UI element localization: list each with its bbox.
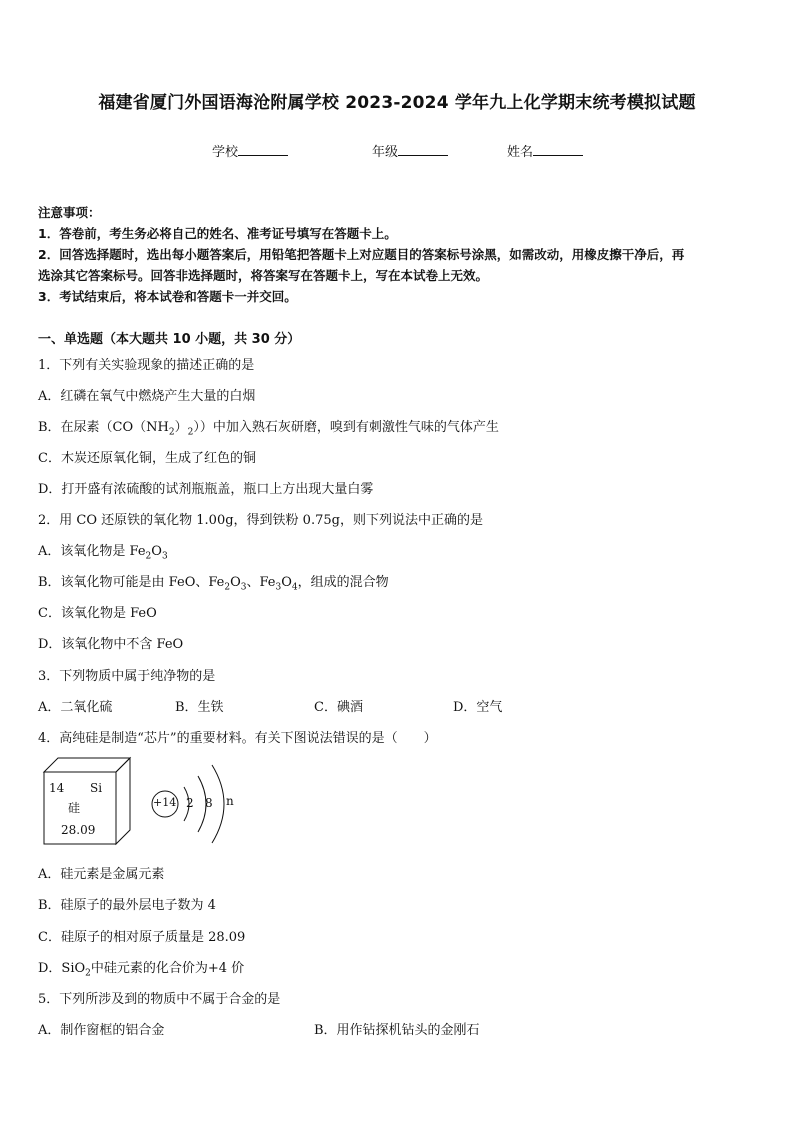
q1-stem: 1．下列有关实验现象的描述正确的是 xyxy=(38,358,255,373)
q4-option-c: C．硅原子的相对原子质量是 28.09 xyxy=(38,930,246,945)
section-heading: 一、单选题（本大题共 10 小题，共 30 分） xyxy=(38,332,301,347)
shell-2-electrons: 8 xyxy=(205,796,213,810)
element-cell-figure xyxy=(40,756,136,846)
school-field xyxy=(212,141,288,160)
q4-option-d xyxy=(38,957,244,979)
q2-a-s2: 3 xyxy=(161,551,168,562)
q2-b-m1: O xyxy=(230,575,241,590)
q2-stem: 2．用 CO 还原铁的氧化物 1.00g，得到铁粉 0.75g，则下列说法中正确的是 xyxy=(38,513,483,528)
q3-option-a: A．二氧化硫 xyxy=(38,700,113,715)
q1-b-post: ））中加入熟石灰研磨，嗅到有刺激性气味的气体产生 xyxy=(193,420,499,435)
note-item: 1．答卷前，考生务必将自己的姓名、准考证号填写在答题卡上。 xyxy=(38,226,397,241)
nucleus-charge: +14 xyxy=(153,796,177,809)
grade-label: 年级 xyxy=(372,145,399,160)
q1-b-mid: ） xyxy=(174,420,188,435)
q1-b-pre: B．在尿素（CO（NH xyxy=(38,420,169,435)
q2-option-a xyxy=(38,540,168,562)
q2-option-b xyxy=(38,571,389,593)
school-label: 学校 xyxy=(212,145,239,160)
note-item: 选涂其它答案标号。回答非选择题时，将答案写在答题卡上，写在本试卷上无效。 xyxy=(38,268,489,283)
q4-option-a: A．硅元素是金属元素 xyxy=(38,867,165,882)
q2-b-s1: 2 xyxy=(224,582,231,593)
q5-stem: 5．下列所涉及到的物质中不属于合金的是 xyxy=(38,992,281,1007)
school-blank[interactable] xyxy=(238,143,288,156)
element-atomic-mass: 28.09 xyxy=(61,823,96,837)
element-symbol: Si xyxy=(90,781,103,795)
q3-option-c: C．碘酒 xyxy=(314,700,363,715)
grade-field xyxy=(372,141,448,160)
atom-structure-diagram xyxy=(148,757,248,847)
q1-b-sub1: 2 xyxy=(168,427,175,438)
q4-d-post: 中硅元素的化合价为+4 价 xyxy=(90,961,245,976)
note-item: 3．考试结束后，将本试卷和答题卡一并交回。 xyxy=(38,289,297,304)
q2-b-s2: 3 xyxy=(240,582,247,593)
q4-stem: 4．高纯硅是制造“芯片”的重要材料。有关下图说法错误的是（ ） xyxy=(38,731,437,746)
q4-d-sub: 2 xyxy=(85,968,91,979)
q2-a-mid: O xyxy=(151,544,162,559)
q2-a-s1: 2 xyxy=(145,551,152,562)
q5-option-b: B．用作钻探机钻头的金刚石 xyxy=(314,1023,480,1038)
q2-b-m2: 、Fe xyxy=(246,575,276,590)
q1-option-c: C．木炭还原氧化铜，生成了红色的铜 xyxy=(38,451,256,466)
q1-b-sub2: 2 xyxy=(187,427,194,438)
q1-option-d: D．打开盛有浓硫酸的试剂瓶瓶盖，瓶口上方出现大量白雾 xyxy=(38,482,374,497)
q3-stem: 3．下列物质中属于纯净物的是 xyxy=(38,669,216,684)
q1-option-a: A．红磷在氧气中燃烧产生大量的白烟 xyxy=(38,389,256,404)
q3-option-d: D．空气 xyxy=(453,700,503,715)
shell-1-electrons: 2 xyxy=(186,796,194,810)
q2-b-m3: O xyxy=(281,575,292,590)
q4-option-b: B．硅原子的最外层电子数为 4 xyxy=(38,898,216,913)
element-name: 硅 xyxy=(68,801,81,815)
q2-b-s3: 3 xyxy=(275,582,282,593)
q1-option-b xyxy=(38,416,499,438)
shell-3-electrons: n xyxy=(226,794,234,808)
name-label: 姓名 xyxy=(507,145,534,160)
q2-option-c: C．该氧化物是 FeO xyxy=(38,606,157,621)
note-item: 2．回答选择题时，选出每小题答案后，用铅笔把答题卡上对应题目的答案标号涂黑，如需改动，用橡皮擦干净后，再 xyxy=(38,247,685,262)
page-title: 福建省厦门外国语海沧附属学校 2023-2024 学年九上化学期末统考模拟试题 xyxy=(98,93,696,113)
q2-b-post: ，组成的混合物 xyxy=(297,575,389,590)
grade-blank[interactable] xyxy=(398,143,448,156)
name-field xyxy=(507,141,583,160)
q3-option-b: B．生铁 xyxy=(175,700,224,715)
notes-heading: 注意事项： xyxy=(38,205,101,220)
q2-option-d: D．该氧化物中不含 FeO xyxy=(38,637,184,652)
name-blank[interactable] xyxy=(533,143,583,156)
q5-option-a: A．制作窗框的铝合金 xyxy=(38,1023,165,1038)
q2-b-pre: B．该氧化物可能是由 FeO、Fe xyxy=(38,575,225,590)
q2-b-s4: 4 xyxy=(291,582,298,593)
q4-d-pre: D．SiO xyxy=(38,961,86,976)
q2-a-pre: A．该氧化物是 Fe xyxy=(38,544,146,559)
element-atomic-number: 14 xyxy=(49,781,65,795)
